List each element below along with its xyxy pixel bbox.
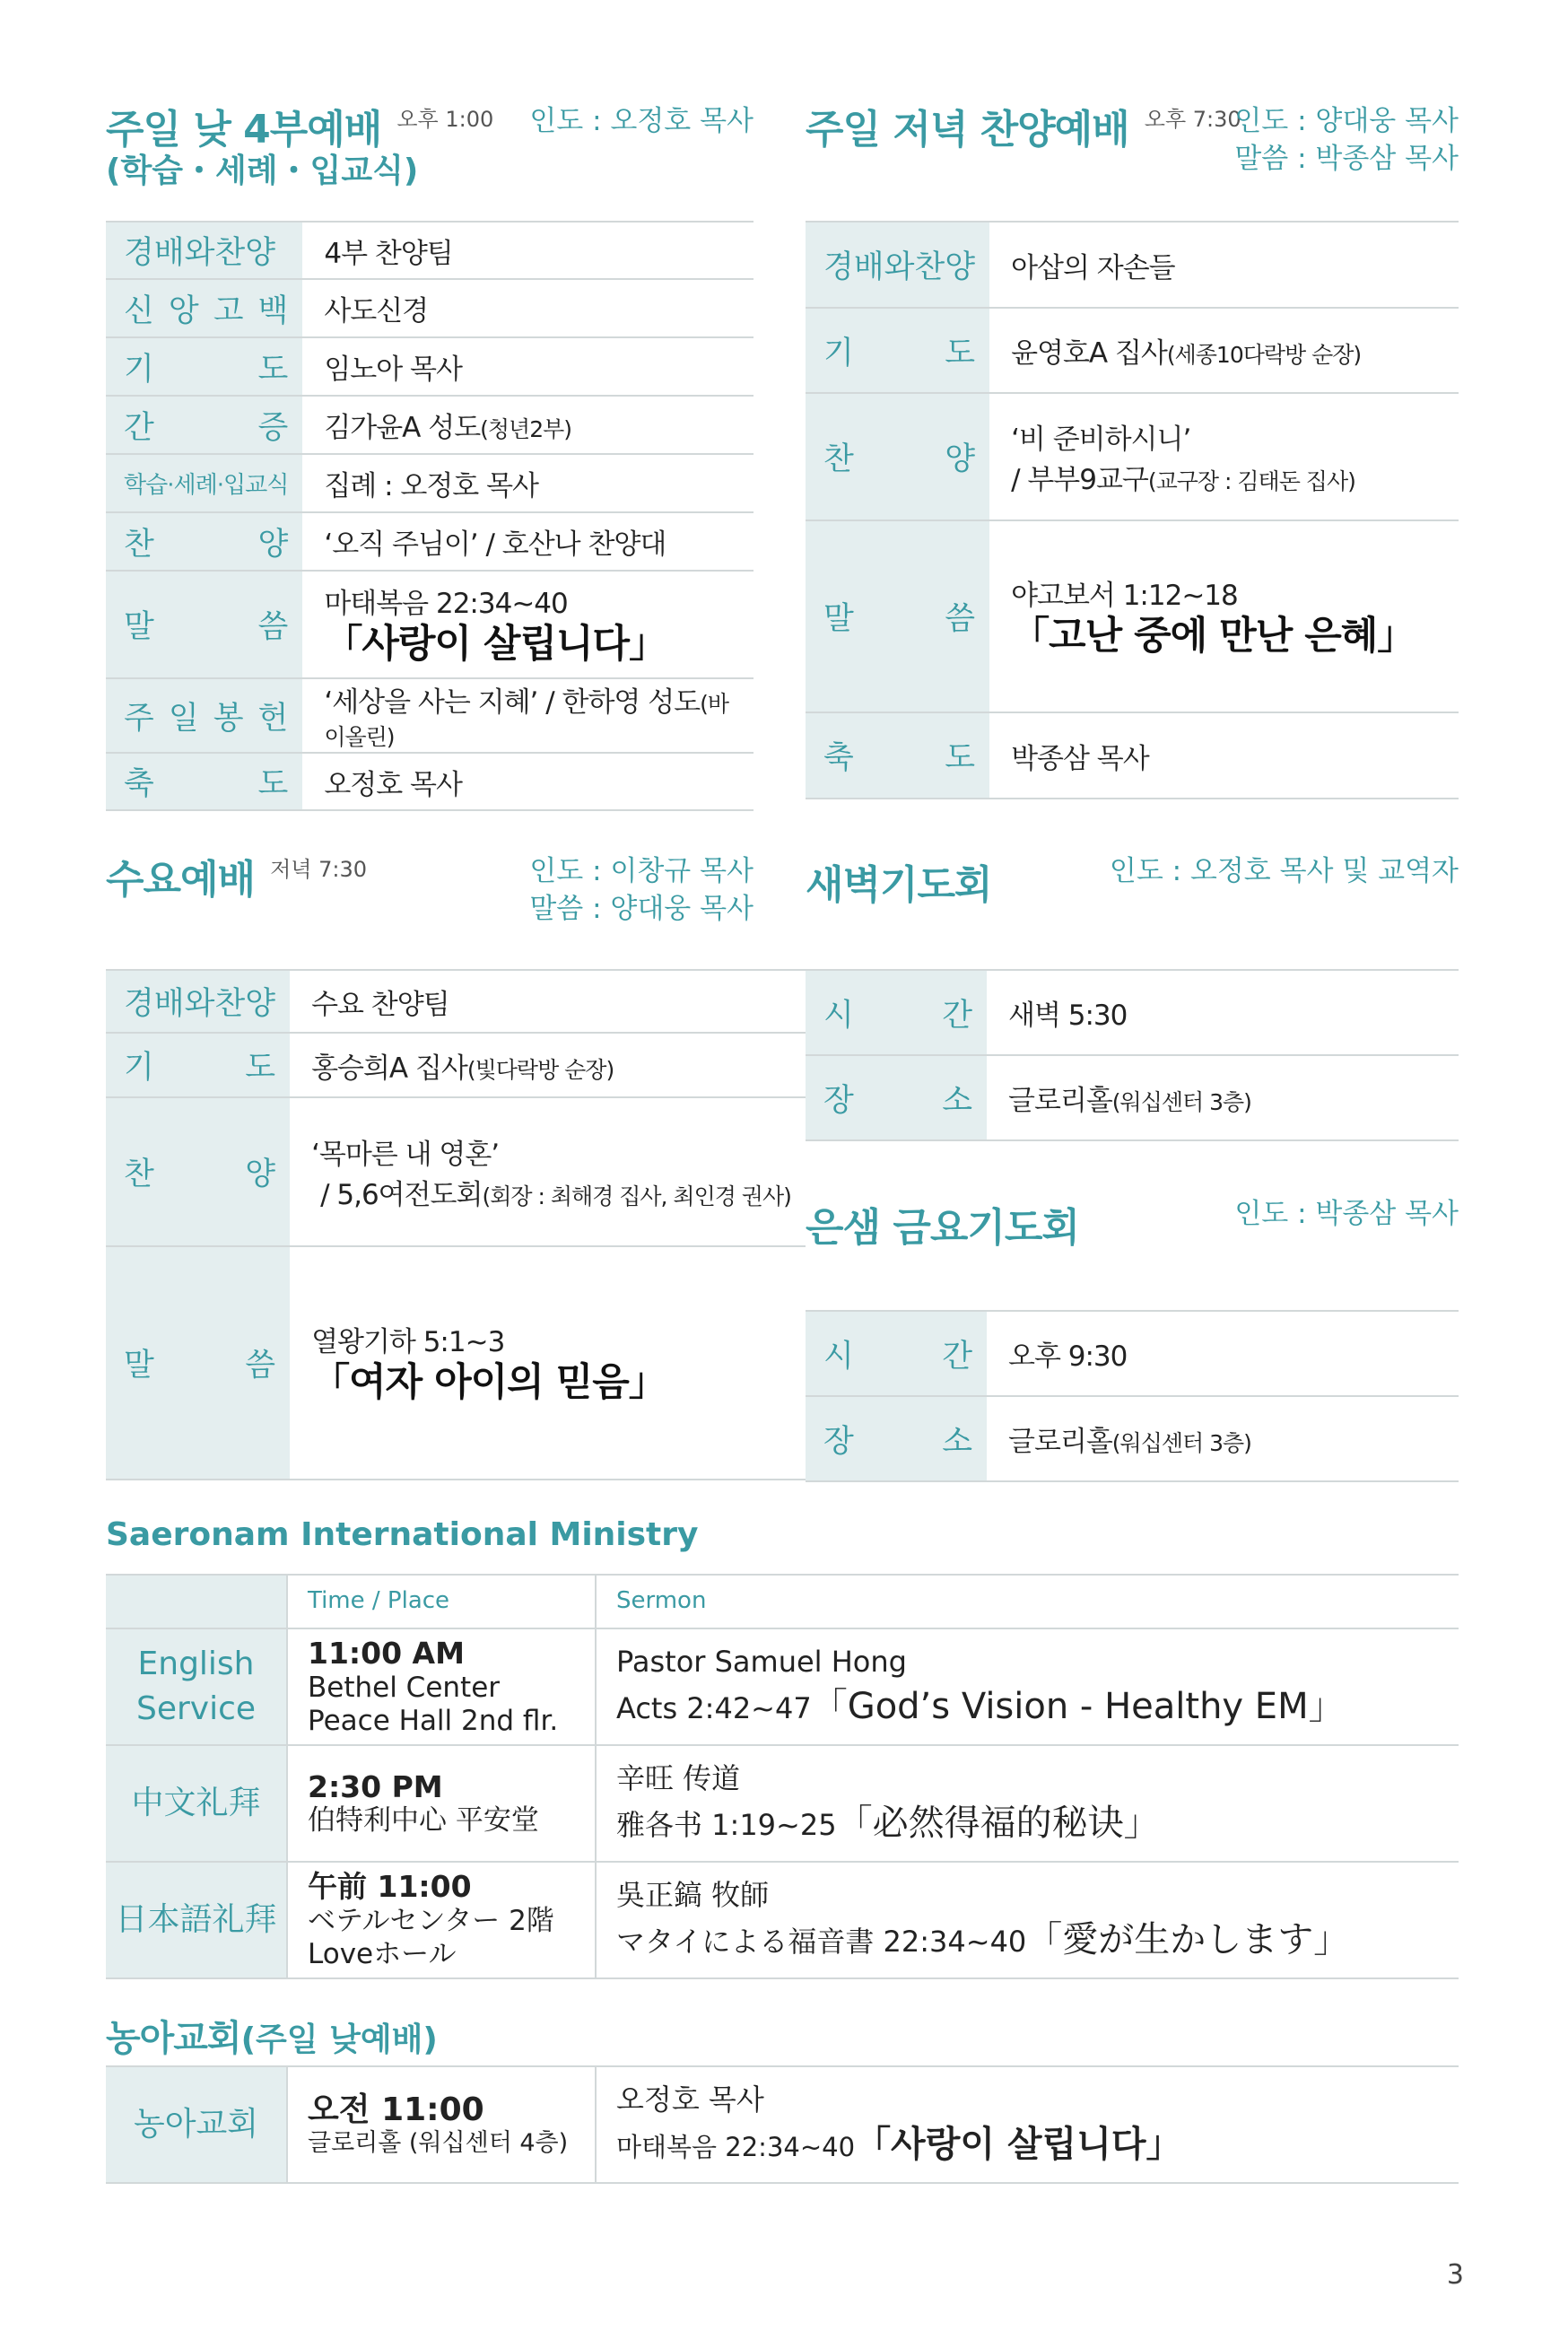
row-value: 사도신경 bbox=[324, 295, 429, 327]
row-label: 말 bbox=[124, 609, 154, 645]
service-place: Bethel Center bbox=[308, 1671, 501, 1704]
row-label: 도 bbox=[245, 1050, 276, 1086]
friday-title: 은샘 금요기도회 bbox=[806, 1205, 1079, 1251]
service-time: 11:00 AM bbox=[308, 1636, 465, 1672]
evening-leader-line: 인도 : 양대웅 목사 bbox=[1234, 105, 1459, 137]
sermon-title: 「God’s Vision - Healthy EM」 bbox=[811, 1685, 1345, 1727]
wednesday-table bbox=[106, 969, 806, 1480]
row-label: 말 bbox=[823, 601, 854, 637]
service-time: 午前 11:00 bbox=[308, 1869, 472, 1905]
choir-name: / 부부9교구 bbox=[1011, 464, 1148, 496]
row-value: 오정호 목사 bbox=[324, 768, 462, 801]
hymn-title: ‘비 준비하시니’ bbox=[1011, 423, 1191, 456]
dawn-leader: 인도 : 오정호 목사 및 교역자 bbox=[1109, 855, 1459, 887]
table-row bbox=[806, 1311, 1459, 1396]
evening-header bbox=[806, 97, 1241, 154]
deaf-subtitle: (주일 낮예배) bbox=[240, 2021, 438, 2058]
row-label: 도 bbox=[945, 335, 976, 371]
row-value-note: (교구장 : 김태돈 집사) bbox=[1147, 468, 1355, 494]
service-place: 글로리홀 (워십센터 4층) bbox=[308, 2129, 569, 2158]
wednesday-leader-line: 인도 : 이창규 목사 bbox=[529, 855, 754, 887]
row-label: 찬 bbox=[124, 526, 154, 563]
row-label: 시 bbox=[823, 1338, 854, 1375]
wednesday-time: 저녁 7:30 bbox=[270, 857, 368, 882]
row-label: 간 bbox=[124, 409, 154, 446]
scripture-ref: 야고보서 1:12~18 bbox=[1011, 579, 1238, 612]
scripture-ref: 마태복음 22:34~40 bbox=[324, 587, 568, 620]
row-label: 기 bbox=[124, 1050, 154, 1086]
col-header-sermon: Sermon bbox=[596, 1575, 1459, 1628]
row-value: 홍승희A 집사 bbox=[311, 1052, 467, 1085]
wednesday-title: 수요예배 bbox=[106, 857, 256, 903]
dawn-table bbox=[806, 969, 1459, 1141]
row-label: 양 bbox=[257, 526, 289, 563]
sermon-title: 「고난 중에 만난 은혜」 bbox=[1011, 613, 1416, 659]
dawn-title: 새벽기도회 bbox=[806, 862, 992, 908]
preacher: 辛旺 传道 bbox=[616, 1761, 741, 1796]
row-label: 씀 bbox=[945, 601, 976, 637]
scripture-ref: 雅各书 1:19~25 bbox=[616, 1807, 837, 1842]
row-label: 증 bbox=[257, 409, 289, 446]
row-label: 경배와찬양 bbox=[124, 235, 276, 271]
evening-time: 오후 7:30 bbox=[1144, 107, 1241, 132]
row-label: 씀 bbox=[245, 1348, 276, 1384]
table-row bbox=[106, 396, 754, 454]
scripture-ref: Acts 2:42~47 bbox=[616, 1690, 812, 1725]
deaf-table bbox=[106, 2065, 1459, 2184]
row-label: 축 bbox=[124, 766, 154, 802]
evening-table bbox=[806, 221, 1459, 799]
row-value: 윤영호A 집사 bbox=[1011, 337, 1167, 370]
intl-table bbox=[106, 1574, 1459, 1979]
row-label: 장 bbox=[823, 1082, 854, 1119]
row-value: 글로리홀 bbox=[1008, 1426, 1112, 1458]
table-row bbox=[806, 1055, 1459, 1140]
table-row bbox=[106, 222, 754, 279]
intl-title: Saeronam International Ministry bbox=[106, 1516, 699, 1553]
row-value-note: (회장 : 최해경 집사, 최인경 권사) bbox=[482, 1183, 791, 1209]
sermon-title: 「여자 아이의 믿음」 bbox=[311, 1359, 666, 1405]
deaf-label: 농아교회 bbox=[106, 2066, 287, 2183]
row-label: 장 bbox=[823, 1423, 854, 1460]
row-label: 소 bbox=[942, 1423, 972, 1460]
friday-table bbox=[806, 1310, 1459, 1482]
service-name: 中文礼拜 bbox=[131, 1784, 261, 1821]
service-name: Service bbox=[135, 1690, 257, 1727]
row-value-note: (워십센터 3층) bbox=[1111, 1089, 1251, 1115]
service-time: 오전 11:00 bbox=[308, 2091, 484, 2129]
hymn-title: ‘목마른 내 영혼’ bbox=[311, 1139, 500, 1171]
row-label: 축 bbox=[823, 740, 854, 776]
table-row bbox=[106, 1246, 806, 1480]
row-label: 경배와찬양 bbox=[823, 249, 976, 285]
row-label: 도 bbox=[257, 766, 289, 802]
wednesday-header bbox=[106, 847, 367, 904]
evening-leader bbox=[1234, 102, 1459, 178]
service-name: 日本語礼拜 bbox=[115, 1900, 277, 1938]
table-row bbox=[806, 712, 1459, 799]
row-value: 집례 : 오정호 목사 bbox=[324, 470, 538, 502]
table-row bbox=[106, 753, 754, 810]
row-value: 오후 9:30 bbox=[1008, 1340, 1128, 1373]
scripture-ref: マタイによる福音書 22:34~40 bbox=[616, 1924, 1027, 1959]
service-time: 2:30 PM bbox=[308, 1768, 443, 1804]
table-row bbox=[806, 520, 1459, 712]
table-row bbox=[806, 393, 1459, 520]
table-row bbox=[106, 1033, 806, 1097]
row-value-note: (청년2부) bbox=[480, 416, 572, 442]
sermon-title: 「愛が生かします」 bbox=[1026, 1918, 1350, 1960]
row-label: 시 bbox=[823, 997, 854, 1034]
table-header-row bbox=[106, 1575, 1459, 1628]
row-label: 양 bbox=[245, 1157, 276, 1192]
evening-title: 주일 저녁 찬양예배 bbox=[806, 107, 1129, 153]
table-row bbox=[806, 970, 1459, 1055]
sunday4-leader: 인도 : 오정호 목사 bbox=[529, 105, 754, 137]
table-row bbox=[106, 512, 754, 571]
deaf-title: 농아교회 bbox=[106, 2018, 241, 2059]
row-value: 임노아 목사 bbox=[324, 354, 462, 386]
table-row bbox=[106, 1628, 1459, 1745]
choir-name: / 5,6여전도회 bbox=[320, 1179, 483, 1211]
row-label: 말 bbox=[124, 1348, 154, 1384]
sunday4-title: 주일 낮 4부예배 bbox=[106, 107, 382, 153]
row-value-note: (빛다락방 순장) bbox=[466, 1056, 614, 1083]
row-value: 김가윤A 성도 bbox=[324, 412, 481, 444]
table-row bbox=[806, 1396, 1459, 1481]
service-place: Peace Hall 2nd flr. bbox=[308, 1704, 559, 1737]
sermon-title: 「必然得福的秘诀」 bbox=[836, 1802, 1160, 1844]
preacher: Pastor Samuel Hong bbox=[616, 1645, 907, 1680]
deaf-header bbox=[106, 2010, 438, 2061]
table-row bbox=[806, 222, 1459, 308]
row-value: ‘오직 주님이’ / 호산나 찬양대 bbox=[324, 528, 666, 561]
table-row bbox=[106, 1745, 1459, 1862]
row-value: 4부 찬양팀 bbox=[324, 237, 453, 270]
table-row bbox=[106, 2066, 1459, 2183]
row-value: 아삽의 자손들 bbox=[1011, 251, 1175, 284]
table-row bbox=[106, 970, 806, 1033]
row-value: 새벽 5:30 bbox=[1008, 1000, 1128, 1032]
col-header-time: Time / Place bbox=[287, 1575, 596, 1628]
row-label: 찬 bbox=[124, 1157, 154, 1192]
row-label: 기 bbox=[124, 351, 154, 388]
row-label: 신 앙 고 백 bbox=[124, 292, 289, 329]
scripture-ref: 열왕기하 5:1~3 bbox=[311, 1325, 505, 1358]
table-row bbox=[106, 279, 754, 337]
wednesday-preacher-line: 말씀 : 양대웅 목사 bbox=[529, 893, 754, 925]
row-label: 주 일 봉 헌 bbox=[124, 700, 289, 737]
friday-leader: 인도 : 박종삼 목사 bbox=[1234, 1198, 1459, 1230]
row-label: 간 bbox=[942, 997, 972, 1034]
row-value: 글로리홀 bbox=[1008, 1085, 1112, 1117]
row-label: 경배와찬양 bbox=[124, 986, 276, 1022]
row-label: 도 bbox=[257, 351, 289, 388]
row-value-note: (워십센터 3층) bbox=[1111, 1430, 1251, 1456]
preacher: 오정호 목사 bbox=[616, 2082, 764, 2117]
row-value: ‘세상을 사는 지혜’ / 한하영 성도 bbox=[324, 686, 701, 719]
row-label: 소 bbox=[942, 1082, 972, 1119]
row-label: 간 bbox=[942, 1338, 972, 1375]
sunday4-table bbox=[106, 221, 754, 811]
page-number: 3 bbox=[1446, 2259, 1464, 2291]
table-row bbox=[106, 337, 754, 396]
service-place: 伯特利中心 平安堂 bbox=[308, 1804, 539, 1838]
scripture-ref: 마태복음 22:34~40 bbox=[616, 2131, 856, 2162]
preacher: 吳正鎬 牧師 bbox=[616, 1878, 770, 1913]
table-row bbox=[106, 1097, 806, 1246]
service-place: Loveホール bbox=[308, 1937, 457, 1970]
row-label: 양 bbox=[945, 441, 976, 477]
table-row bbox=[106, 678, 754, 753]
service-name: English bbox=[137, 1645, 255, 1682]
table-row bbox=[106, 571, 754, 678]
row-value: 수요 찬양팀 bbox=[311, 988, 449, 1021]
table-row bbox=[106, 454, 754, 512]
row-label: 기 bbox=[823, 335, 854, 371]
row-value-note: (바이올린) bbox=[324, 691, 729, 750]
row-value-note: (세종10다락방 순장) bbox=[1166, 342, 1362, 368]
sunday4-time: 오후 1:00 bbox=[396, 107, 494, 132]
sermon-title: 「사랑이 살립니다」 bbox=[324, 621, 667, 667]
sunday4-subtitle: (학습・세례・입교식) bbox=[106, 153, 419, 189]
row-value: 박종삼 목사 bbox=[1011, 742, 1149, 775]
row-label: 학습·세례·입교식 bbox=[124, 472, 289, 499]
table-row bbox=[106, 1862, 1459, 1978]
row-label: 찬 bbox=[823, 441, 854, 477]
row-label: 씀 bbox=[257, 609, 289, 645]
service-place: ベテルセンター 2階 bbox=[308, 1904, 554, 1937]
wednesday-leader bbox=[529, 852, 754, 928]
row-label: 도 bbox=[945, 740, 976, 776]
evening-preacher-line: 말씀 : 박종삼 목사 bbox=[1234, 143, 1459, 175]
sermon-title: 「사랑이 살립니다」 bbox=[855, 2123, 1182, 2165]
table-row bbox=[806, 308, 1459, 393]
